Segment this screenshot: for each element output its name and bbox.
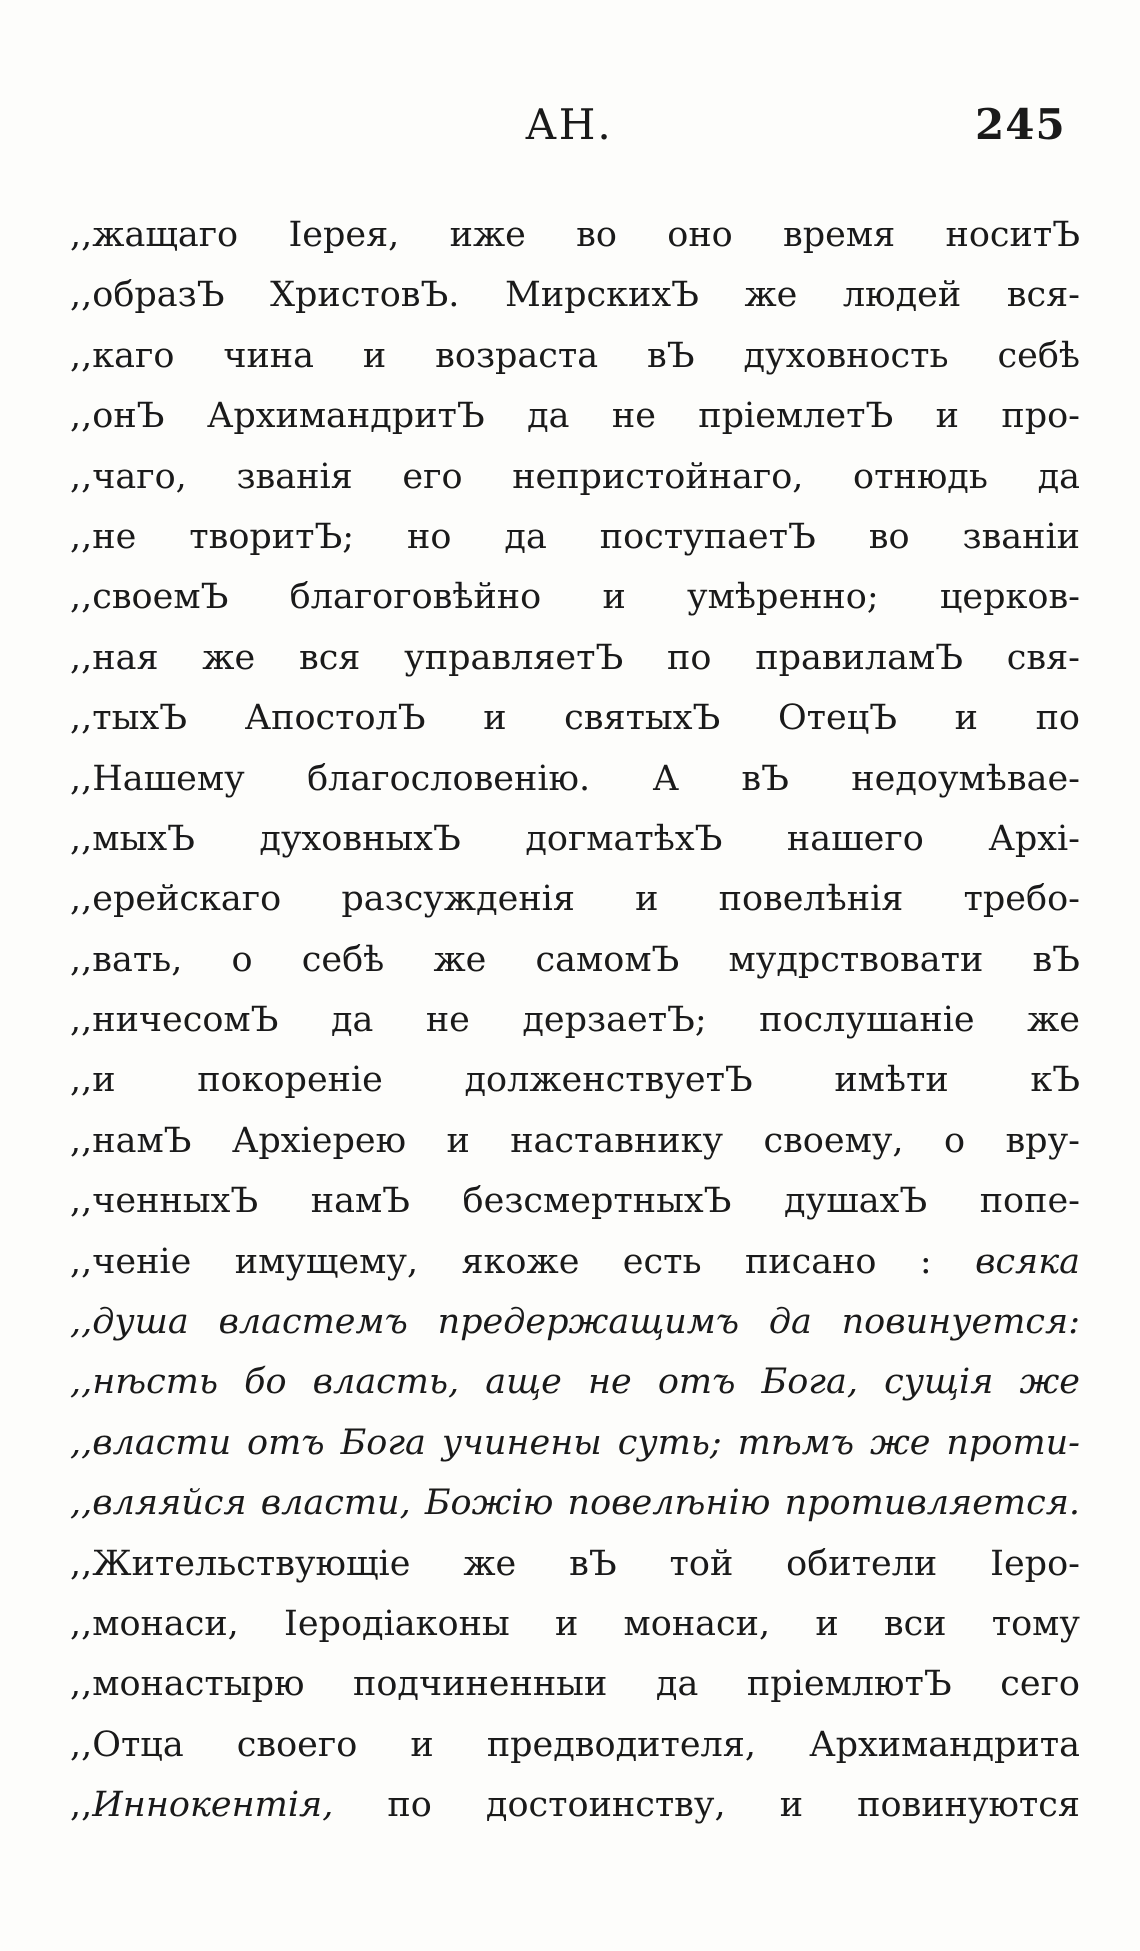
- text-line: ,,онЪ АрхимандритЪ да не пріемлетЪ и про-: [70, 396, 1080, 437]
- text-line: ,,мыхЪ духовныхЪ догматѣхЪ нашего Архі-: [70, 818, 1080, 859]
- text-segment: ,,: [70, 1785, 93, 1826]
- text-line: ,,своемЪ благоговѣйно и умѣренно; церков-: [70, 577, 1080, 618]
- text-line: ,,ничесомЪ да не дерзаетЪ; послушаніе же: [70, 1000, 1080, 1041]
- text-line: ,,ная же вся управляетЪ по правиламЪ свя-: [70, 637, 1080, 678]
- running-head: АН.: [525, 100, 613, 149]
- body-text: [70, 205, 1080, 1836]
- text-line: ,,чаго, званія его непристойнаго, отнюдь да: [70, 456, 1080, 497]
- text-line: ,,монаси, Іеродіаконы и монаси, и вси тому: [70, 1603, 1080, 1644]
- quotation-line: ,,власти отъ Бога учинены суть; тѣмъ же проти-: [70, 1422, 1080, 1463]
- text-line: ,,Отца своего и предводителя, Архимандрита: [70, 1724, 1080, 1765]
- text-line: ,,не творитЪ; но да поступаетЪ во званіи: [70, 516, 1080, 557]
- text-line: ,,каго чина и возраста вЪ духовность себѣ: [70, 335, 1080, 376]
- quotation-line: ,,нѣсть бо власть, аще не отъ Бога, сущія же: [70, 1362, 1080, 1403]
- text-line: ,,тыхЪ АпостолЪ и святыхЪ ОтецЪ и по: [70, 698, 1080, 739]
- text-line: ,,намЪ Архіерею и наставнику своему, о вру-: [70, 1120, 1080, 1161]
- italic-segment: всяка: [975, 1241, 1080, 1282]
- text-line: ,,Жительствующіе же вЪ той обители Іеро-: [70, 1543, 1080, 1584]
- quotation-line: ,,вляяйся власти, Божію повелѣнію противляется.: [70, 1483, 1080, 1524]
- text-line: ,,Нашему благословенію. А вЪ недоумѣвае-: [70, 758, 1080, 799]
- page-number: 245: [975, 100, 1066, 149]
- text-line: ,,жащаго Іерея, иже во оно время носитЪ: [70, 215, 1080, 255]
- text-line: ,,ерейскаго разсужденія и повелѣнія требо-: [70, 879, 1080, 920]
- quotation-line: ,,душа властемъ предержащимъ да повинуется:: [70, 1302, 1080, 1343]
- text-line-mixed: [70, 1775, 1080, 1835]
- text-line: ,,ченныхЪ намЪ безсмертныхЪ душахЪ попе-: [70, 1181, 1080, 1222]
- text-line: ,,монастырю подчиненныи да пріемлютЪ сего: [70, 1664, 1080, 1705]
- italic-name-segment: Иннокентія,: [92, 1785, 334, 1826]
- text-segment: ,,ченіе имущему, якоже есть писано :: [70, 1241, 932, 1282]
- text-segment: по достоинству, и повинуются: [387, 1785, 1080, 1826]
- text-line: ,,вать, о себѣ же самомЪ мудрствовати вЪ: [70, 939, 1080, 980]
- text-line: ,,и покореніе долженствуетЪ имѣти кЪ: [70, 1060, 1080, 1101]
- text-line-mixed: [70, 1232, 1080, 1292]
- text-line: ,,образЪ ХристовЪ. МирскихЪ же людей вся-: [70, 275, 1080, 316]
- page-header: [0, 100, 1140, 160]
